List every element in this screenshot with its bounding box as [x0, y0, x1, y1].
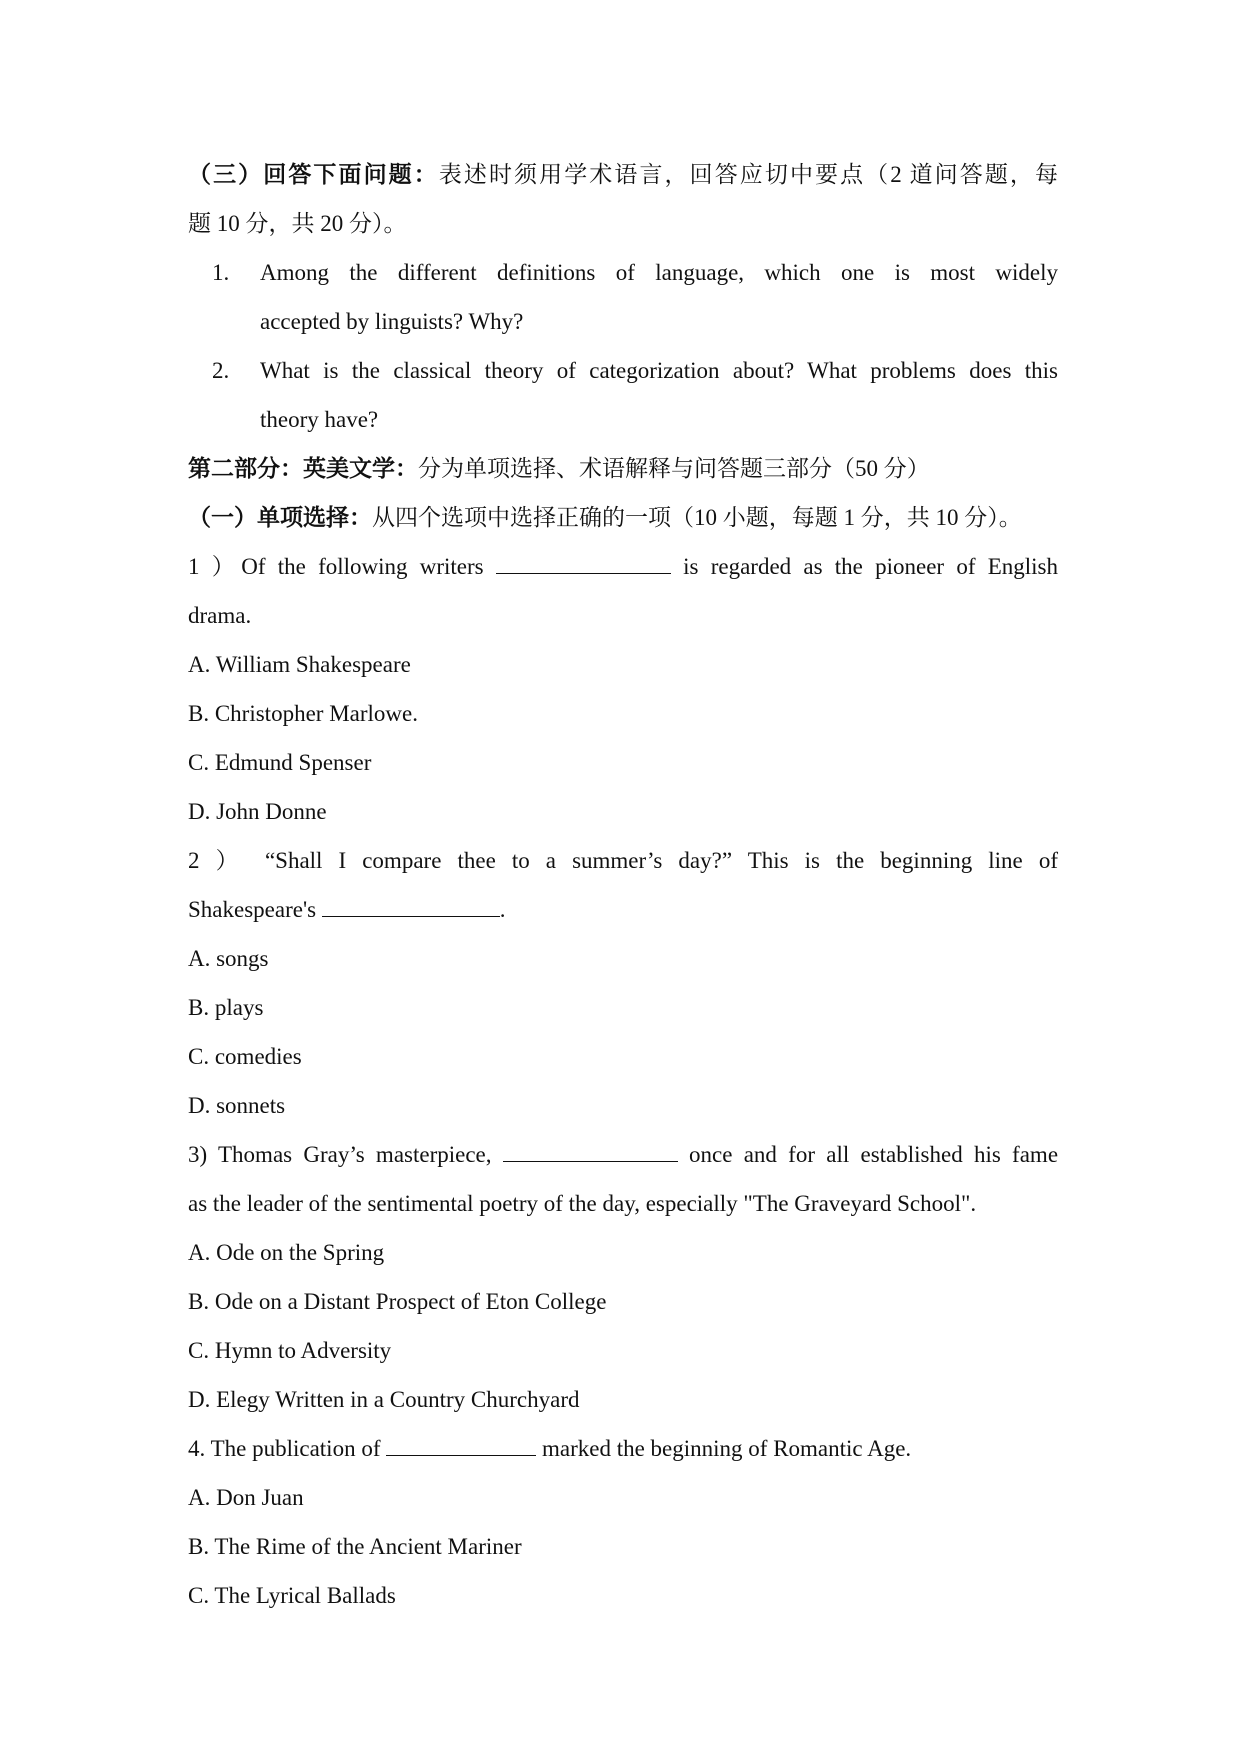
mcq-1-stem [188, 542, 1058, 591]
mcq-4-stem-part-b: marked the beginning of Romantic Age. [541, 1436, 912, 1461]
mcq-2-stem-part-b: Shakespeare's [188, 897, 317, 922]
mcq-2-option-d: D. sonnets [188, 1093, 286, 1118]
section-3-instructions: 表述时须用学术语言，回答应切中要点（2 道问答题，每 [438, 162, 1059, 187]
mcq-1-option-b: B. Christopher Marlowe. [188, 701, 418, 726]
part-2-heading: 第二部分：英美文学： [188, 456, 418, 481]
mcq-1-option-a: A. William Shakespeare [188, 652, 411, 677]
mcq-3-stem-cont: as the leader of the sentimental poetry of the day, especially "The Graveyard School". [188, 1191, 977, 1216]
mcq-4-blank [386, 1436, 536, 1456]
mcq-4-option-b: B. The Rime of the Ancient Mariner [188, 1534, 522, 1559]
mcq-3-option-d: D. Elegy Written in a Country Churchyard [188, 1387, 580, 1412]
part-2-heading-line [188, 444, 1058, 493]
essay-question-1-text: Among the different definitions of language, which one is most widely [260, 260, 1058, 285]
mcq-1-blank [496, 554, 671, 574]
mcq-3-stem-part-a: 3) Thomas Gray’s masterpiece, [188, 1142, 492, 1167]
essay-question-1-number: 1. [212, 260, 230, 285]
essay-question-2-text-cont: theory have? [260, 407, 379, 432]
mcq-1-option-d: D. John Donne [188, 799, 327, 824]
mcq-3-stem-part-b: once and for all established his fame [689, 1142, 1059, 1167]
mcq-1-option-c: C. Edmund Spenser [188, 750, 372, 775]
subsection-1-instructions: 从四个选项中选择正确的一项（10 小题，每题 1 分，共 10 分）。 [372, 505, 1022, 530]
mcq-2-stem-end: . [499, 897, 506, 922]
mcq-3-stem [188, 1130, 1058, 1179]
part-2-description: 分为单项选择、术语解释与问答题三部分（50 分） [418, 456, 930, 481]
mcq-4-stem [188, 1424, 1058, 1473]
mcq-4-option-a: A. Don Juan [188, 1485, 304, 1510]
subsection-1-heading-line [188, 493, 1058, 542]
mcq-2-option-b: B. plays [188, 995, 264, 1020]
mcq-3-option-c: C. Hymn to Adversity [188, 1338, 392, 1363]
essay-question-2 [188, 346, 1058, 395]
essay-question-1 [188, 248, 1058, 297]
essay-question-2-number: 2. [212, 358, 230, 383]
section-3-instructions-cont: 题 10 分，共 20 分）。 [188, 211, 407, 236]
mcq-2-stem: 2 ） “Shall I compare thee to a summer’s day?” This is the beginning line of [188, 848, 1058, 873]
mcq-1-stem-part-a: 1 ）Of the following writers [188, 554, 484, 579]
subsection-1-heading: （一）单项选择： [188, 505, 372, 530]
mcq-3-option-b: B. Ode on a Distant Prospect of Eton College [188, 1289, 607, 1314]
mcq-1-stem-part-b: is regarded as the pioneer of English [683, 554, 1059, 579]
essay-question-1-text-cont: accepted by linguists? Why? [260, 309, 524, 334]
mcq-2-blank [322, 897, 500, 917]
mcq-3-option-a: A. Ode on the Spring [188, 1240, 385, 1265]
mcq-2-option-a: A. songs [188, 946, 269, 971]
section-3-heading: （三）回答下面问题： [188, 162, 439, 187]
mcq-2-option-c: C. comedies [188, 1044, 302, 1069]
mcq-2-stem-cont [188, 885, 1058, 934]
exam-page [188, 150, 1058, 1620]
mcq-4-option-c: C. The Lyrical Ballads [188, 1583, 396, 1608]
essay-question-2-text: What is the classical theory of categorization about? What problems does this [260, 358, 1058, 383]
mcq-4-stem-part-a: 4. The publication of [188, 1436, 381, 1461]
mcq-3-blank [503, 1142, 678, 1162]
section-3-heading-line [188, 150, 1058, 199]
mcq-1-stem-cont: drama. [188, 603, 252, 628]
